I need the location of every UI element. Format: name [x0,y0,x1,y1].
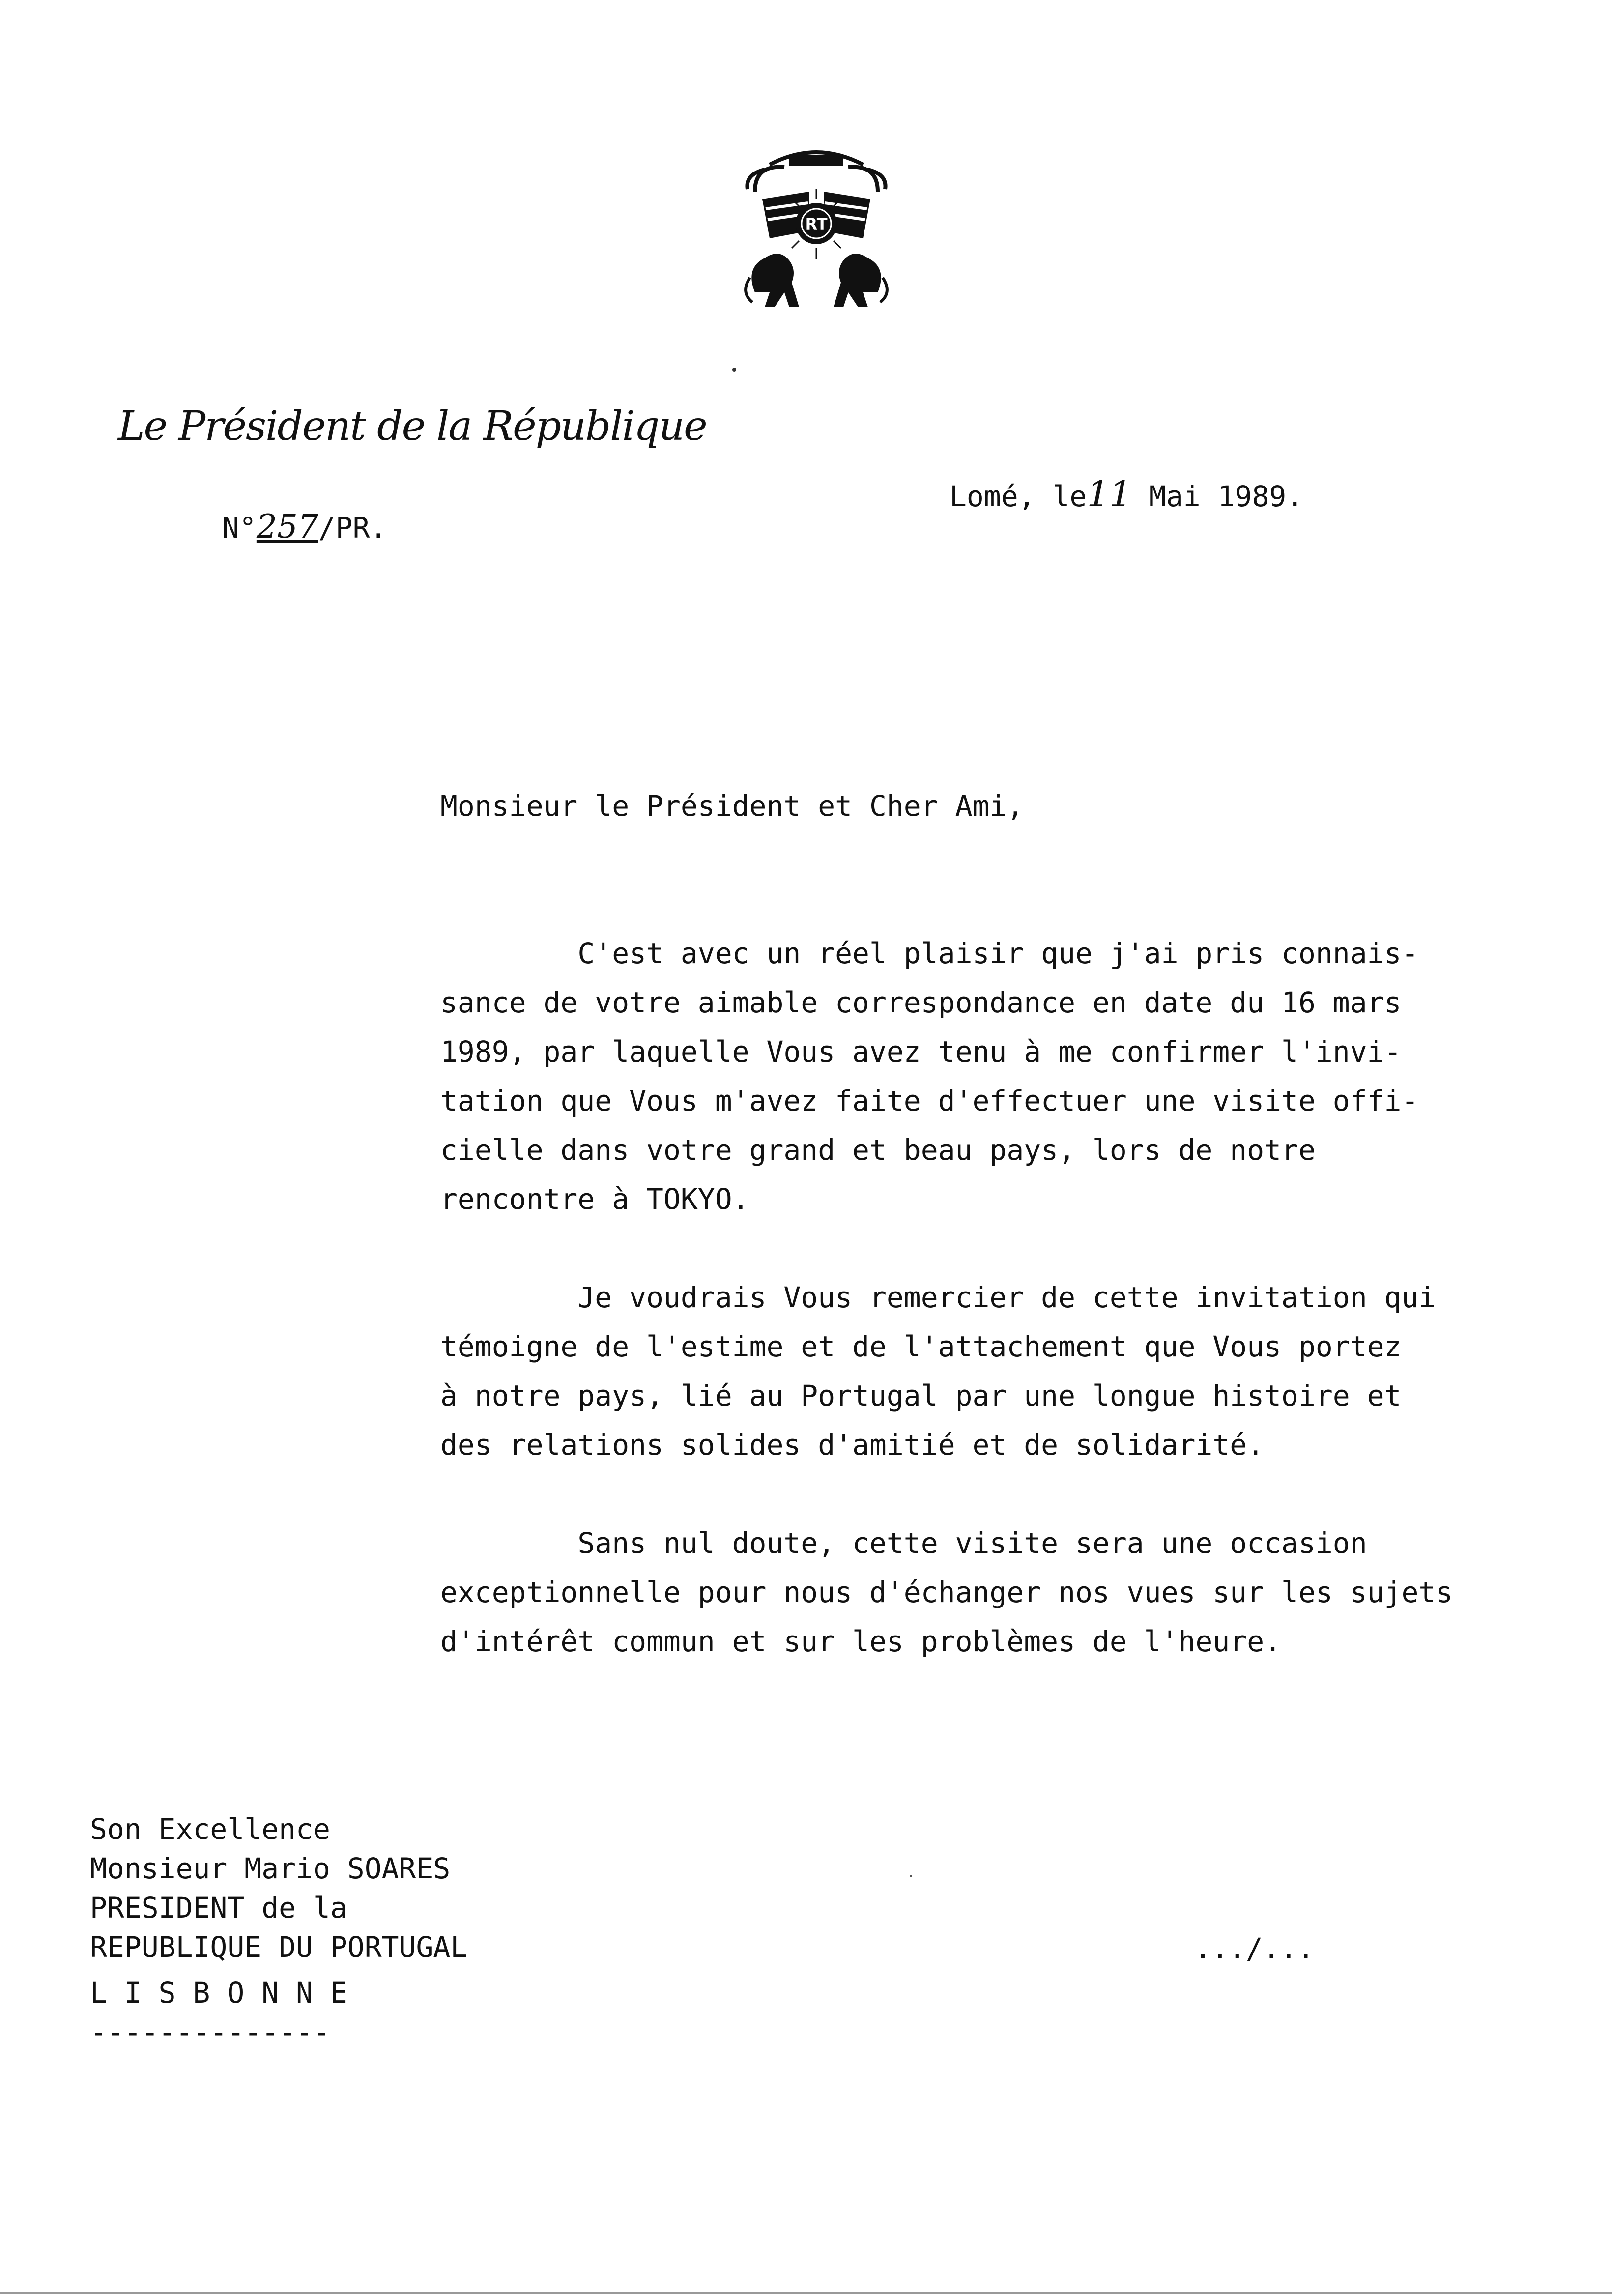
reference-number: 257 [256,508,318,545]
office-title: Le Président de la République [118,403,707,450]
coat-of-arms-emblem [735,145,897,317]
speck-mark-2 [910,1875,912,1877]
reference-line [222,502,387,552]
recipient-address: Son Excellence Monsieur Mario SOARES PRESIDENT de la REPUBLIQUE DU PORTUGAL [90,1812,468,1964]
date-prefix: Lomé, le [950,480,1087,513]
recipient-city: L I S B O N N E -------------- [90,1976,347,2049]
body-paragraph-1: C'est avec un réel plaisir que j'ai pris connais- sance de votre aimable correspondance en date du 16 mars 1989, par laquelle Vous avez tenu à me confirmer l'invi- tation que Vous m'avez faite d'effectuer une visite offi- cielle dans votre grand et beau pays, lors de notre rencontre à TOKYO. [440,937,1419,1216]
emblem-monogram: RT [805,215,828,233]
date-rest: Mai 1989. [1149,480,1304,513]
reference-prefix: N° [222,511,257,545]
date-line [950,469,1303,521]
speck-mark [732,368,736,372]
body-paragraph-3: Sans nul doute, cette visite sera une occasion exceptionnelle pour nous d'échanger nos vues sur les sujets d'intérêt commun et sur les problèmes de l'heure. [440,1526,1453,1658]
date-day: 11 [1087,473,1132,515]
bottom-edge-line [0,2292,1612,2294]
body-paragraph-2: Je voudrais Vous remercier de cette invitation qui témoigne de l'estime et de l'attachement que Vous portez à notre pays, lié au Portugal par une longue histoire et des relations solides d'amitié et de solidarité. [440,1281,1436,1462]
salutation: Monsieur le Président et Cher Ami, [440,789,1024,823]
continuation-mark: .../... [1194,1932,1315,1965]
reference-suffix: /PR. [318,511,387,545]
